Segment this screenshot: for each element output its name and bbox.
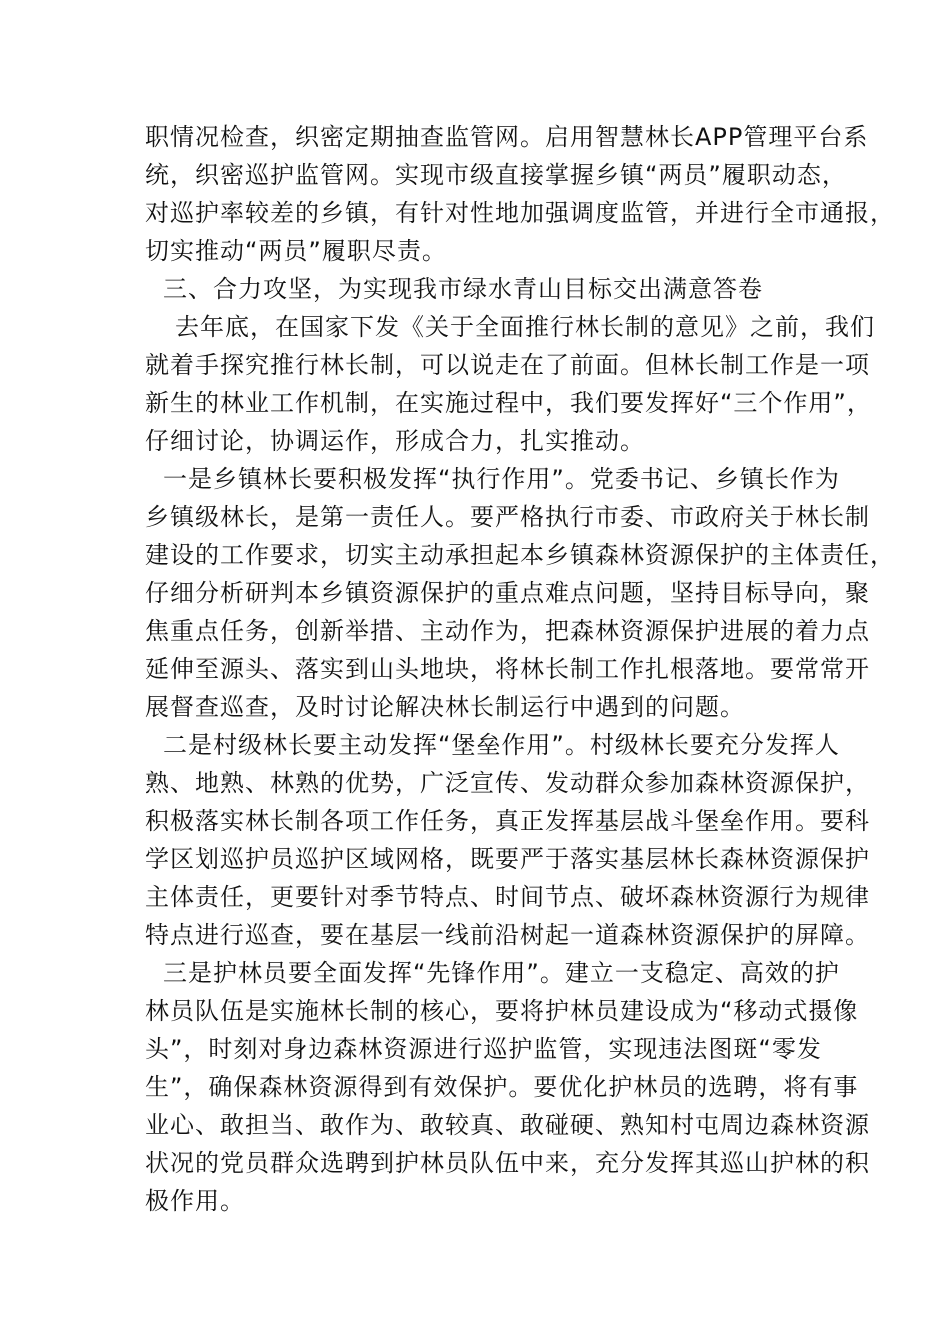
- paragraph-line: 切实推动“两员”履职尽责。: [145, 237, 447, 265]
- paragraph-line: 主体责任，更要针对季节特点、时间节点、破坏森林资源行为规律: [145, 883, 870, 911]
- paragraph-line: 熟、地熟、林熟的优势，广泛宣传、发动群众参加森林资源保护，: [145, 769, 870, 797]
- paragraph-line: 仔细讨论，协调运作，形成合力，扎实推动。: [145, 427, 645, 455]
- paragraph-line: 展督查巡查，及时讨论解决林长制运行中遇到的问题。: [145, 693, 745, 721]
- paragraph-line: 业心、敢担当、敢作为、敢较真、敢碰硬、熟知村屯周边森林资源: [145, 1111, 870, 1139]
- paragraph-line: 一是乡镇林长要积极发挥“执行作用”。党委书记、乡镇长作为: [163, 465, 840, 493]
- paragraph-line: 学区划巡护员巡护区域网格，既要严于落实基层林长森林资源保护: [145, 845, 870, 873]
- paragraph-line: 特点进行巡查，要在基层一线前沿树起一道森林资源保护的屏障。: [145, 921, 870, 949]
- paragraph-line: 二是村级林长要主动发挥“堡垒作用”。村级林长要充分发挥人: [163, 731, 840, 759]
- paragraph-line: 对巡护率较差的乡镇，有针对性地加强调度监管，并进行全市通报，: [145, 199, 895, 227]
- paragraph-line: 职情况检查，织密定期抽查监管网。启用智慧林长APP管理平台系: [145, 123, 869, 151]
- paragraph-line: 积极落实林长制各项工作任务，真正发挥基层战斗堡垒作用。要科: [145, 807, 870, 835]
- paragraph-line: 统，织密巡护监管网。实现市级直接掌握乡镇“两员”履职动态，: [145, 161, 847, 189]
- paragraph-line: 极作用。: [145, 1187, 245, 1215]
- paragraph-line: 新生的林业工作机制，在实施过程中，我们要发挥好“三个作用”，: [145, 389, 872, 417]
- paragraph-line: 仔细分析研判本乡镇资源保护的重点难点问题，坚持目标导向，聚: [145, 579, 870, 607]
- paragraph-line: 焦重点任务，创新举措、主动作为，把森林资源保护进展的着力点: [145, 617, 870, 645]
- paragraph-line: 建设的工作要求，切实主动承担起本乡镇森林资源保护的主体责任，: [145, 541, 895, 569]
- section-heading: 三、合力攻坚，为实现我市绿水青山目标交出满意答卷: [163, 275, 763, 303]
- paragraph-line: 就着手探究推行林长制，可以说走在了前面。但林长制工作是一项: [145, 351, 870, 379]
- paragraph-line: 状况的党员群众选聘到护林员队伍中来，充分发挥其巡山护林的积: [145, 1149, 870, 1177]
- paragraph-line: 延伸至源头、落实到山头地块，将林长制工作扎根落地。要常常开: [145, 655, 870, 683]
- paragraph-line: 头”，时刻对身边森林资源进行巡护监管，实现违法图斑“零发: [145, 1035, 822, 1063]
- paragraph-line: 乡镇级林长，是第一责任人。要严格执行市委、市政府关于林长制: [145, 503, 870, 531]
- paragraph-line: 林员队伍是实施林长制的核心，要将护林员建设成为“移动式摄像: [145, 997, 859, 1025]
- paragraph-line: 生”，确保森林资源得到有效保护。要优化护林员的选聘，将有事: [145, 1073, 859, 1101]
- paragraph-line: 去年底，在国家下发《关于全面推行林长制的意见》之前，我们: [175, 313, 875, 341]
- paragraph-line: 三是护林员要全面发挥“先锋作用”。建立一支稳定、高效的护: [163, 959, 840, 987]
